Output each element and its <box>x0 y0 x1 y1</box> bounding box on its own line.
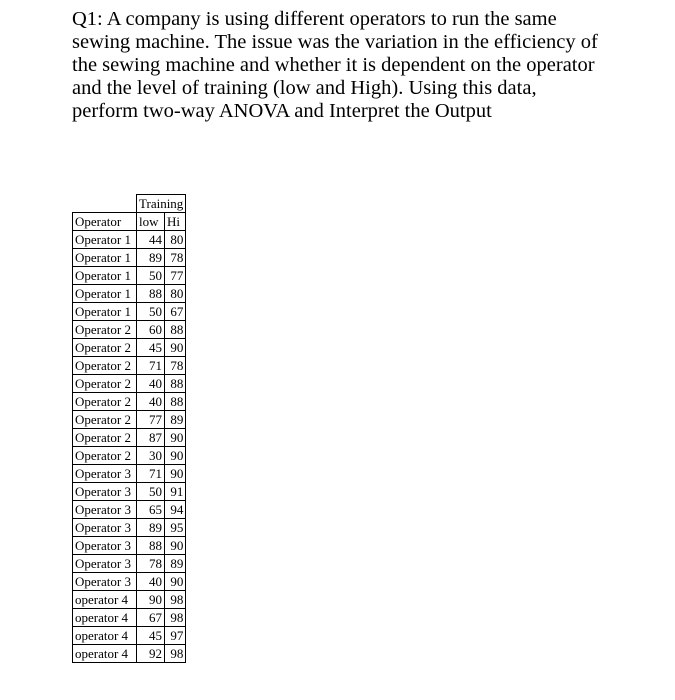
group-header-row <box>73 195 186 213</box>
hi-value-cell: 80 <box>165 285 186 303</box>
operator-cell: operator 4 <box>73 645 137 663</box>
low-value-cell: 60 <box>137 321 165 339</box>
question-line: and the level of training (low and High). Using this data, <box>72 77 537 99</box>
table-row <box>73 465 186 483</box>
hi-value-cell: 91 <box>165 483 186 501</box>
operator-cell: Operator 2 <box>73 321 137 339</box>
low-value-cell: 89 <box>137 519 165 537</box>
column-header-row <box>73 213 186 231</box>
hi-value-cell: 98 <box>165 645 186 663</box>
low-value-cell: 40 <box>137 573 165 591</box>
hi-value-cell: 77 <box>165 267 186 285</box>
hi-value-cell: 80 <box>165 231 186 249</box>
hi-value-cell: 97 <box>165 627 186 645</box>
table-row <box>73 627 186 645</box>
table-row <box>73 645 186 663</box>
table-row <box>73 411 186 429</box>
low-value-cell: 67 <box>137 609 165 627</box>
operator-cell: operator 4 <box>73 609 137 627</box>
hi-value-cell: 98 <box>165 609 186 627</box>
question-text <box>72 8 632 123</box>
low-value-cell: 50 <box>137 483 165 501</box>
training-header: Training <box>137 195 186 213</box>
table-row <box>73 537 186 555</box>
table-row <box>73 231 186 249</box>
low-value-cell: 92 <box>137 645 165 663</box>
table-row <box>73 429 186 447</box>
low-value-cell: 45 <box>137 339 165 357</box>
low-value-cell: 89 <box>137 249 165 267</box>
operator-cell: Operator 3 <box>73 501 137 519</box>
hi-value-cell: 95 <box>165 519 186 537</box>
operator-cell: Operator 2 <box>73 393 137 411</box>
hi-value-cell: 88 <box>165 321 186 339</box>
operator-cell: Operator 2 <box>73 411 137 429</box>
hi-value-cell: 89 <box>165 411 186 429</box>
hi-value-cell: 98 <box>165 591 186 609</box>
low-value-cell: 88 <box>137 537 165 555</box>
question-line: perform two-way ANOVA and Interpret the Output <box>72 100 492 122</box>
low-value-cell: 77 <box>137 411 165 429</box>
table-row <box>73 375 186 393</box>
low-value-cell: 65 <box>137 501 165 519</box>
low-value-cell: 71 <box>137 357 165 375</box>
low-value-cell: 71 <box>137 465 165 483</box>
hi-value-cell: 90 <box>165 447 186 465</box>
table-row <box>73 393 186 411</box>
operator-cell: Operator 1 <box>73 249 137 267</box>
hi-value-cell: 89 <box>165 555 186 573</box>
question-line: sewing machine. The issue was the variation in the efficiency of <box>72 31 598 53</box>
low-value-cell: 50 <box>137 303 165 321</box>
low-value-cell: 30 <box>137 447 165 465</box>
table-row <box>73 555 186 573</box>
operator-cell: Operator 3 <box>73 537 137 555</box>
hi-value-cell: 90 <box>165 465 186 483</box>
table-row <box>73 285 186 303</box>
low-value-cell: 40 <box>137 393 165 411</box>
table-row <box>73 303 186 321</box>
operator-cell: operator 4 <box>73 627 137 645</box>
hi-value-cell: 90 <box>165 573 186 591</box>
table-row <box>73 267 186 285</box>
low-value-cell: 87 <box>137 429 165 447</box>
table-row <box>73 339 186 357</box>
operator-cell: Operator 3 <box>73 483 137 501</box>
low-value-cell: 45 <box>137 627 165 645</box>
table-row <box>73 591 186 609</box>
hi-value-cell: 67 <box>165 303 186 321</box>
operator-cell: Operator 1 <box>73 231 137 249</box>
operator-cell: Operator 3 <box>73 573 137 591</box>
low-column-header: low <box>137 213 165 231</box>
operator-cell: Operator 2 <box>73 375 137 393</box>
table-row <box>73 249 186 267</box>
operator-cell: operator 4 <box>73 591 137 609</box>
hi-value-cell: 88 <box>165 393 186 411</box>
low-value-cell: 90 <box>137 591 165 609</box>
hi-value-cell: 94 <box>165 501 186 519</box>
hi-value-cell: 90 <box>165 537 186 555</box>
operator-cell: Operator 3 <box>73 465 137 483</box>
hi-value-cell: 78 <box>165 357 186 375</box>
operator-training-table <box>72 194 186 663</box>
low-value-cell: 88 <box>137 285 165 303</box>
table-row <box>73 447 186 465</box>
table-row <box>73 573 186 591</box>
question-line: the sewing machine and whether it is dependent on the operator <box>72 54 595 76</box>
operator-cell: Operator 2 <box>73 429 137 447</box>
table-row <box>73 519 186 537</box>
empty-header-cell <box>73 195 137 213</box>
operator-cell: Operator 1 <box>73 285 137 303</box>
operator-cell: Operator 2 <box>73 339 137 357</box>
table-row <box>73 357 186 375</box>
hi-value-cell: 88 <box>165 375 186 393</box>
low-value-cell: 44 <box>137 231 165 249</box>
hi-value-cell: 90 <box>165 339 186 357</box>
table-row <box>73 483 186 501</box>
operator-cell: Operator 3 <box>73 555 137 573</box>
table-row <box>73 501 186 519</box>
operator-cell: Operator 1 <box>73 267 137 285</box>
operator-cell: Operator 3 <box>73 519 137 537</box>
hi-value-cell: 90 <box>165 429 186 447</box>
low-value-cell: 50 <box>137 267 165 285</box>
hi-column-header: Hi <box>165 213 186 231</box>
operator-column-header: Operator <box>73 213 137 231</box>
operator-cell: Operator 2 <box>73 447 137 465</box>
hi-value-cell: 78 <box>165 249 186 267</box>
low-value-cell: 40 <box>137 375 165 393</box>
operator-cell: Operator 1 <box>73 303 137 321</box>
table-row <box>73 321 186 339</box>
low-value-cell: 78 <box>137 555 165 573</box>
question-line: Q1: A company is using different operators to run the same <box>72 8 557 30</box>
operator-cell: Operator 2 <box>73 357 137 375</box>
table-row <box>73 609 186 627</box>
